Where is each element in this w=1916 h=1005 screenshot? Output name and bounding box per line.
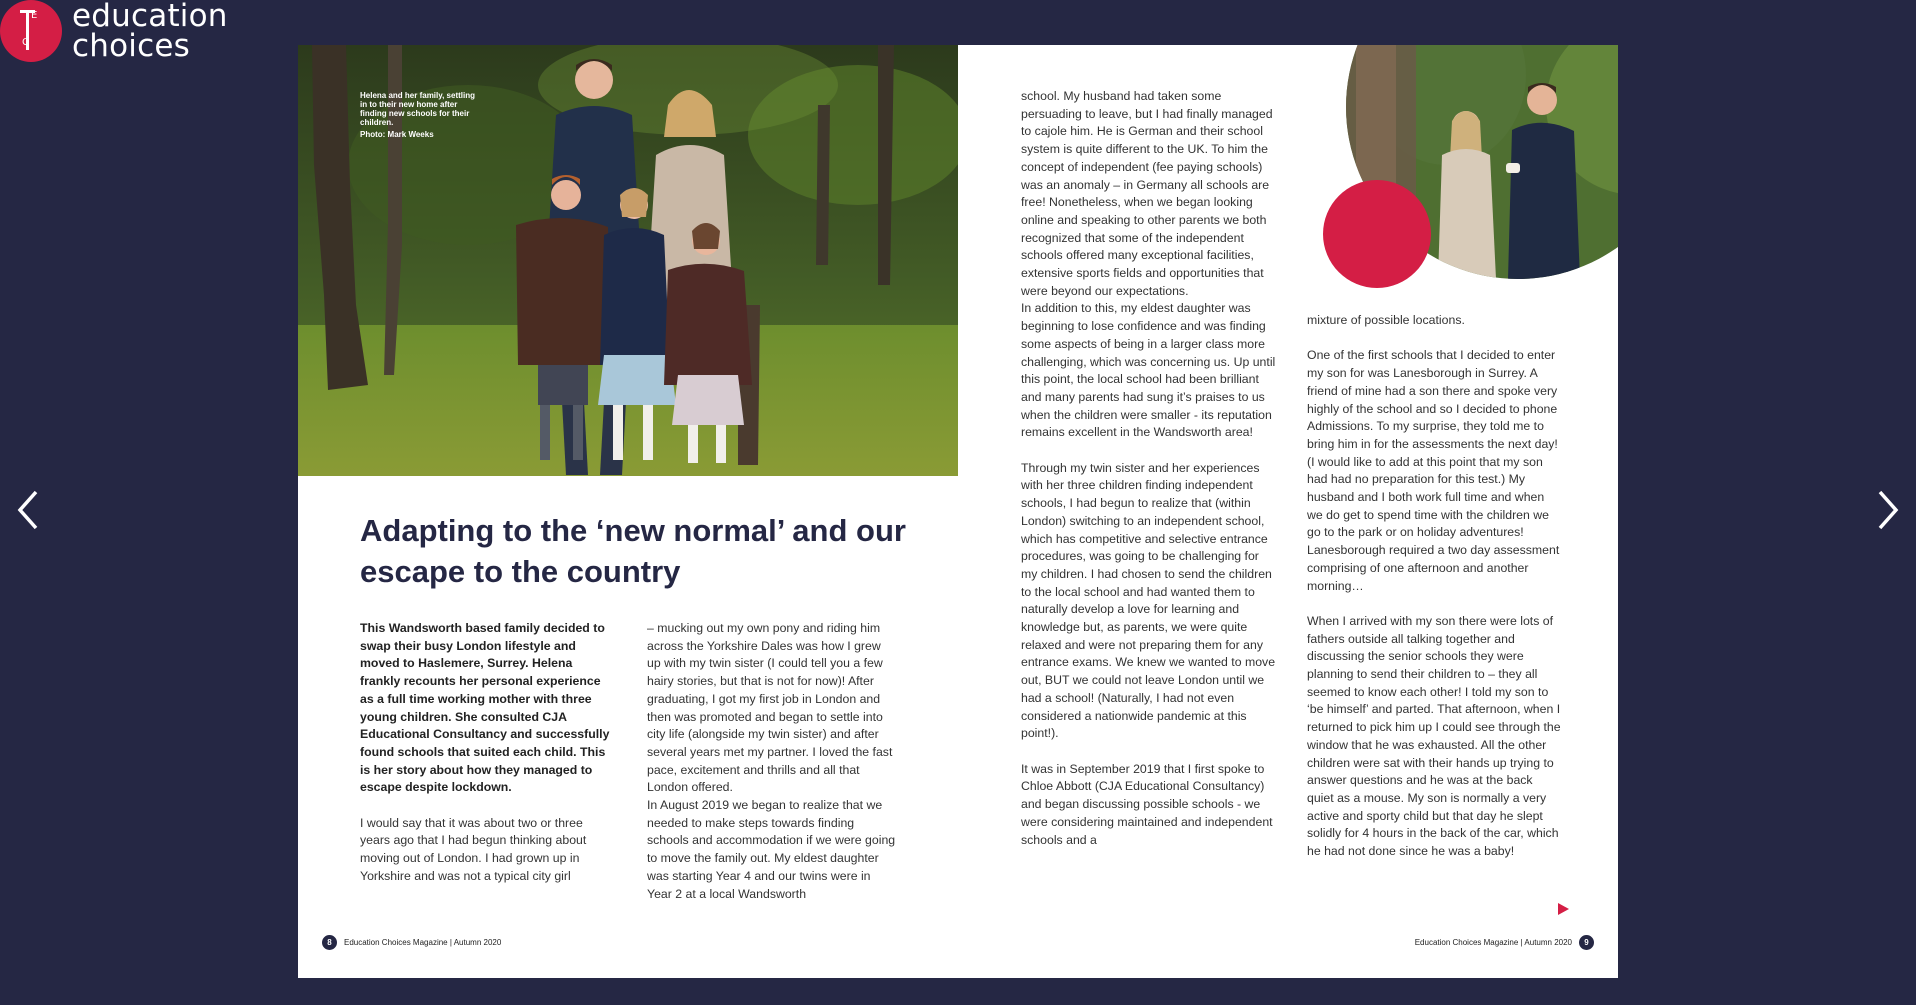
article-column-2 xyxy=(647,620,897,903)
logo-letter-c: C xyxy=(22,37,29,48)
decorative-red-circle xyxy=(1323,180,1431,288)
logo-letter-e: E xyxy=(31,10,38,21)
article-headline: Adapting to the ‘new normal’ and our escape to the country xyxy=(360,513,906,589)
footer-right xyxy=(1415,935,1594,950)
logo-mark xyxy=(0,0,62,62)
footer-text-left: Education Choices Magazine | Autumn 2020 xyxy=(344,938,502,947)
logo-wordmark xyxy=(72,0,228,64)
prev-page-button[interactable] xyxy=(14,488,44,532)
article-paragraph: It was in September 2019 that I first spoke to Chloe Abbott (CJA Educational Consultancy) and began discussing possible schools - we were considering maintained and independent schools and a xyxy=(1021,761,1273,847)
article-paragraph: I would say that it was about two or three years ago that I had begun thinking about moving out of London. I had grown up in Yorkshire and was not a typical city girl xyxy=(360,815,587,883)
article-paragraph: mixture of possible locations. xyxy=(1307,313,1465,327)
chevron-right-icon xyxy=(1872,488,1902,532)
photo-caption-text: Helena and her family, settling in to their new home after finding new schools for their children. xyxy=(360,91,475,127)
article-column-3 xyxy=(1021,88,1276,849)
logo-word-2: choices xyxy=(72,28,190,64)
article-paragraph: – mucking out my own pony and riding him across the Yorkshire Dales was how I grew up with my twin sister (I could tell you a few hairy stories, but that is not for now)! After graduating, I got my first job in London and then was promoted and began to settle into city life (alongside my twin sister) and after several years met my partner. I loved the fast pace, excitement and thrills and all that London offered. xyxy=(647,621,893,795)
article-paragraph: Through my twin sister and her experiences with her three children finding independent schools, I had begun to realize that (within London) switching to an independent school, which has competitive and selective entrance procedures, was going to be challenging for my children. I had chosen to send the children to the local school and had wanted them to naturally develop a love for learning and knowledge but, as parents, we were quite relaxed and were not preparing them for any entrance exams. We knew we wanted to move out, BUT we could not leave London until we had a school! (Naturally, I had not even considered a nationwide pandemic at this point!). xyxy=(1021,460,1276,741)
family-photo xyxy=(298,45,958,476)
photo-credit: Photo: Mark Weeks xyxy=(360,130,434,139)
article-paragraph: In August 2019 we began to realize that we needed to make steps towards finding schools and accommodation if we were going to move the family out. My eldest daughter was starting Year 4 and our twins were in Year 2 at a local Wandsworth xyxy=(647,798,896,901)
next-page-button[interactable] xyxy=(1872,488,1902,532)
continue-arrow-icon xyxy=(1558,903,1569,915)
page-number-left: 8 xyxy=(322,935,337,950)
logo-word-1: education xyxy=(72,0,228,34)
article-paragraph: One of the first schools that I decided to enter my son for was Lanesborough in Surrey. A friend of mine had a son there and spoke very highly of the school and so I decided to phone Admissions. To my surprise, they told me to bring him in for the assessments the next day! (I would like to add at this point that my son had had no preparation for this test.) My husband and I both work full time and when we do get to spend time with the children we go to the park or on holiday adventures! Lanesborough required a two day assessment comprising of one afternoon and another morning… xyxy=(1307,348,1560,593)
article-column-1 xyxy=(360,620,612,886)
article-intro: This Wandsworth based family decided to swap their busy London lifestyle and moved to Haslemere, Surrey. Helena frankly recounts her personal experience as a full time working mother with three young children. She consulted CJA Educational Consultancy and successfully found schools that suited each child. This is her story about how they managed to escape despite lockdown. xyxy=(360,621,610,795)
magazine-spread xyxy=(298,45,1618,978)
article-column-4 xyxy=(1307,312,1562,861)
article-paragraph: school. My husband had taken some persuading to leave, but I had finally managed to cajole him. He is German and their school system is quite different to the UK. To him the concept of independent (fee paying schools) was an anomaly – in Germany all schools are free! Nonetheless, when we began looking online and speaking to other parents we both recognized that some of the independent schools offered many exceptional facilities, extensive sports fields and opportunities that were beyond our expectations. xyxy=(1021,89,1273,298)
footer-text-right: Education Choices Magazine | Autumn 2020 xyxy=(1414,938,1572,947)
footer-left xyxy=(322,935,501,950)
page-number-right: 9 xyxy=(1579,935,1594,950)
chevron-left-icon xyxy=(14,488,44,532)
photo-caption xyxy=(360,91,480,139)
article-paragraph: When I arrived with my son there were lots of fathers outside all talking together and discussing the senior schools they were planning to send their children to – they all seemed to know each other! I told my son to ‘be himself’ and parted. That afternoon, when I returned to pick him up I could see through the window that he was exhausted. All the other children were sat with their hands up trying to answer questions and he was at the back quiet as a mouse. My son is normally a very active and sporty child but that day he slept solidly for 4 hours in the back of the car, which he had not done since he was a baby! xyxy=(1307,613,1561,859)
brand-logo[interactable] xyxy=(0,0,228,62)
article-paragraph: In addition to this, my eldest daughter was beginning to lose confidence and was finding some aspects of being in a larger class more challenging, which was concerning us. Up until this point, the local school had been brilliant and many parents had sung it’s praises to us when the children were smaller - its reputation remains excellent in the Wandsworth area! xyxy=(1021,301,1276,440)
